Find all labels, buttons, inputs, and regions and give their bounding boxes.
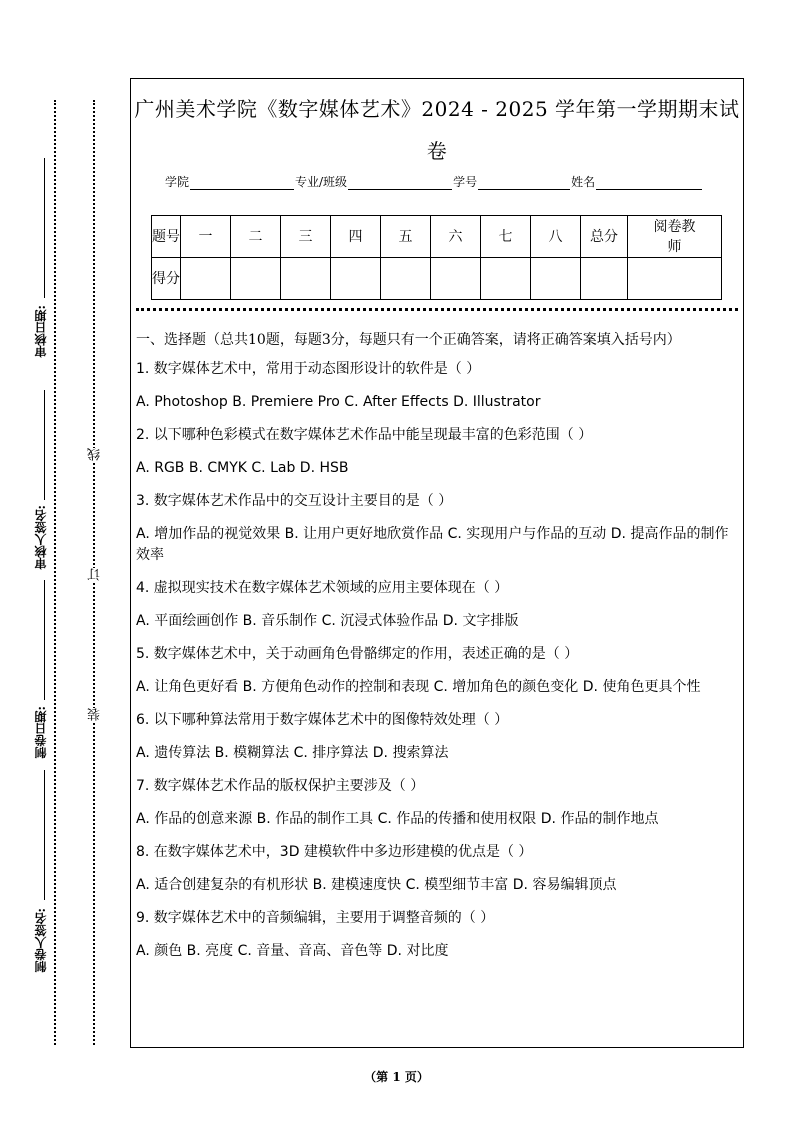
question-5-options: A. 让角色更好看 B. 方便角色动作的控制和表现 C. 增加角色的颜色变化 D. 使角色更具个性 xyxy=(136,679,701,695)
name-field[interactable] xyxy=(596,176,702,190)
question-4-options: A. 平面绘画创作 B. 音乐制作 C. 沉浸式体验作品 D. 文字排版 xyxy=(136,613,519,629)
maker-sign-field[interactable] xyxy=(44,770,45,900)
header-cell-3: 三 xyxy=(281,216,331,258)
score-cell-6[interactable] xyxy=(431,258,481,300)
score-cell-2[interactable] xyxy=(231,258,281,300)
header-cell-6: 六 xyxy=(431,216,481,258)
question-8-options: A. 适合创建复杂的有机形状 B. 建模速度快 C. 模型细节丰富 D. 容易编辑顶点 xyxy=(136,877,617,893)
header-cell-1: 一 xyxy=(181,216,231,258)
question-6-options: A. 遗传算法 B. 模糊算法 C. 排序算法 D. 搜索算法 xyxy=(136,745,449,761)
header-cell-total: 总分 xyxy=(581,216,628,258)
header-cell-4: 四 xyxy=(331,216,381,258)
question-7-options: A. 作品的创意来源 B. 作品的制作工具 C. 作品的传播和使用权限 D. 作品的制作地点 xyxy=(136,811,659,827)
question-2-options: A. RGB B. CMYK C. Lab D. HSB xyxy=(136,460,349,476)
review-date-field[interactable] xyxy=(44,158,45,298)
reviewer-sign-field[interactable] xyxy=(44,390,45,500)
make-date-label: 制卷日期: xyxy=(34,706,48,759)
question-1: 1. 数字媒体艺术中，常用于动态图形设计的软件是（ ） xyxy=(136,361,481,377)
binding-char-ding: 订 xyxy=(88,568,103,581)
score-row-label: 得分 xyxy=(152,258,181,300)
college-field[interactable] xyxy=(190,176,294,190)
student-id-label: 学号 xyxy=(453,175,478,189)
header-cell-grader: 阅卷教师 xyxy=(628,216,722,258)
maker-sign-label: 制卷人签名: xyxy=(34,908,48,973)
score-cell-3[interactable] xyxy=(281,258,331,300)
question-8: 8. 在数字媒体艺术中，3D 建模软件中多边形建模的优点是（ ） xyxy=(136,844,533,860)
score-cell-4[interactable] xyxy=(331,258,381,300)
question-7: 7. 数字媒体艺术作品的版权保护主要涉及（ ） xyxy=(136,778,425,794)
exam-title-line2: 卷 xyxy=(426,139,448,163)
major-field[interactable] xyxy=(348,176,452,190)
header-cell-question-no: 题号 xyxy=(152,216,181,258)
score-table-score-row xyxy=(152,258,722,300)
question-6: 6. 以下哪种算法常用于数字媒体艺术中的图像特效处理（ ） xyxy=(136,712,509,728)
header-cell-2: 二 xyxy=(231,216,281,258)
question-9: 9. 数字媒体艺术中的音频编辑，主要用于调整音频的（ ） xyxy=(136,910,495,926)
student-id-field[interactable] xyxy=(478,176,570,190)
review-date-label: 审核日期: xyxy=(34,305,48,358)
binding-char-xian: 线 xyxy=(88,448,103,461)
question-5: 5. 数字媒体艺术中，关于动画角色骨骼绑定的作用，表述正确的是（ ） xyxy=(136,646,579,662)
score-cell-8[interactable] xyxy=(531,258,581,300)
question-1-options: A. Photoshop B. Premiere Pro C. After Effects D. Illustrator xyxy=(136,394,541,410)
margin-dotted-line-outer xyxy=(54,100,56,1045)
question-4: 4. 虚拟现实技术在数字媒体艺术领域的应用主要体现在（ ） xyxy=(136,580,509,596)
score-cell-total[interactable] xyxy=(581,258,628,300)
question-3: 3. 数字媒体艺术作品中的交互设计主要目的是（ ） xyxy=(136,493,453,509)
section-1 xyxy=(136,330,738,974)
reviewer-sign-label: 审核人签名: xyxy=(34,505,48,570)
question-2: 2. 以下哪种色彩模式在数字媒体艺术作品中能呈现最丰富的色彩范围（ ） xyxy=(136,427,593,443)
student-info-row xyxy=(165,173,703,190)
header-separator xyxy=(136,308,738,311)
question-3-options: A. 增加作品的视觉效果 B. 让用户更好地欣赏作品 C. 实现用户与作品的互动 D. 提高作品的制作效率 xyxy=(136,526,729,563)
score-cell-1[interactable] xyxy=(181,258,231,300)
score-cell-7[interactable] xyxy=(481,258,531,300)
question-9-options: A. 颜色 B. 亮度 C. 音量、音高、音色等 D. 对比度 xyxy=(136,943,449,959)
header-cell-5: 五 xyxy=(381,216,431,258)
score-cell-5[interactable] xyxy=(381,258,431,300)
section-1-heading: 一、选择题（总共10题，每题3分，每题只有一个正确答案，请将正确答案填入括号内） xyxy=(136,332,681,348)
college-label: 学院 xyxy=(165,175,190,189)
make-date-field[interactable] xyxy=(44,580,45,700)
major-label: 专业/班级 xyxy=(295,175,348,189)
page-number: （第 1 页） xyxy=(364,1070,429,1084)
binding-char-zhuang: 装 xyxy=(88,708,103,721)
header-cell-7: 七 xyxy=(481,216,531,258)
score-table xyxy=(151,215,722,300)
header-cell-8: 八 xyxy=(531,216,581,258)
score-table-header-row xyxy=(152,216,722,258)
name-label: 姓名 xyxy=(571,175,596,189)
exam-title-line1: 广州美术学院《数字媒体艺术》2024 - 2025 学年第一学期期末试 xyxy=(134,97,740,121)
exam-title xyxy=(134,88,740,172)
score-cell-grader[interactable] xyxy=(628,258,722,300)
